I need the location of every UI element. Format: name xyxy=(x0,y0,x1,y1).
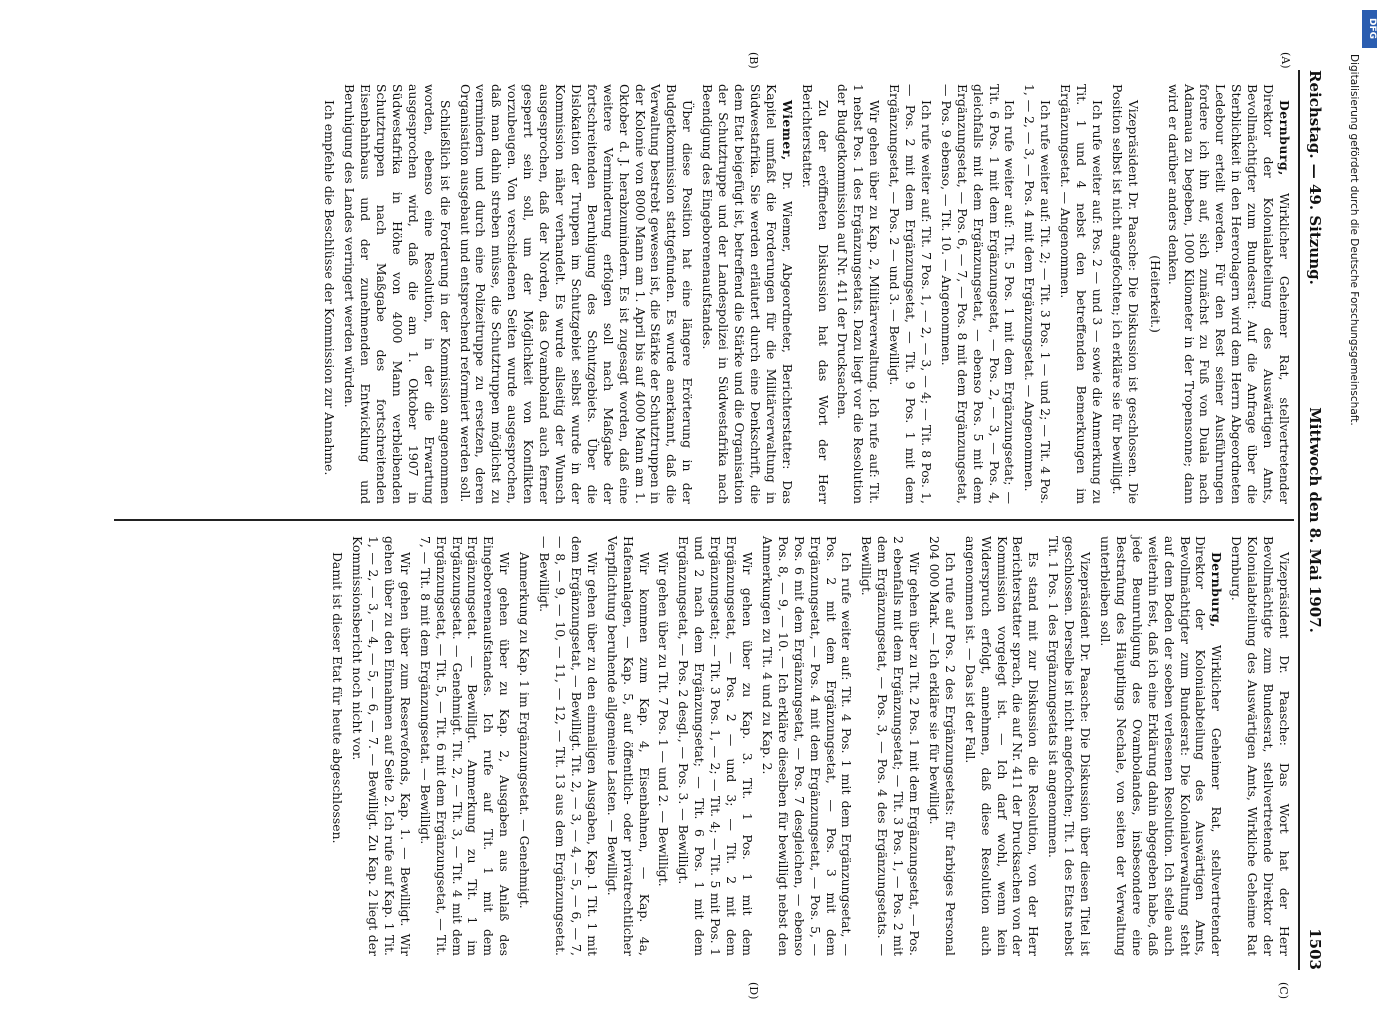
paragraph: Wir gehen über zu Kap. 2, Ausgaben aus Anlaß des Eingeborenenaufstandes. Ich rufe auf Tit. 1 mit dem Ergänzungsetat. — Bewilligt. Anmerkung zu Tit. 1 im Ergänzungsetat. — Genehmigt. Tit. 2, — Tit. 3, — Tit. 4 mit dem Ergänzungsetat, — Tit. 5, — Tit. 6 mit dem Ergänzungsetat, — Tit. 7, — Tit. 8 mit dem Ergänzungsetat. — Bewilligt. xyxy=(417,536,513,956)
paragraph: Wir gehen über zu Tit. 7 Pos. 1 — und 2. — Bewilligt. xyxy=(656,552,672,887)
paragraph: Ich rufe weiter auf: Tit. 7 Pos. 1, — 2, — 3, — 4; — Tit. 8 Pos. 1, — Pos. 2 mit dem Ergänzungsetat, — Tit. 9 Pos. 1 mit dem Ergänzungsetat, — Pos. 2 — und 3. — Bewilligt. xyxy=(887,84,934,504)
paragraph: Wir gehen über zu Kap. 3. Tit. 1 Pos. 1 mit dem Ergänzungsetat, — Pos. 2 — und 3; — Tit. 2 mit dem Ergänzungsetat; — Tit. 3 Pos. 1, — 2; — Tit. 4; — Tit. 5 mit Pos. 1 und 2 nach dem Ergänzungsetat; — Tit. 6 Pos. 1 mit dem Ergänzungsetat, — Pos. 2 desgl., — Pos. 3. — Bewilligt. xyxy=(676,536,755,956)
paragraph: Ich empfehle die Beschlüsse der Kommission zur Annahme. xyxy=(322,100,338,476)
paragraph: Wir gehen über zu den einmaligen Ausgaben, Kap. 1 Tit. 1 mit dem Ergänzungsetat, — Bewilligt. Tit. 2, — 3, — 4, — 5, — 6, — 7, — 8, — 9, — 10, — 11, — 12, — Tit. 13 aus dem Ergänzungsetat. — Bewilligt. xyxy=(537,536,600,956)
paragraph: Dernburg, Wirklicher Geheimer Rat, stellvertretender Direktor der Kolonialabteilung des Auswärtigen Amts, Bevollmächtigter zum Bundesrat: Die Kolonialverwaltung steht auf dem Boden der soeben verlesenen Resolution. Ich stelle auch weiterhin fest, daß ich eine Erklärung dahin abgegeben habe, daß jede Beunruhigung des Ovambolandes, insbesondere eine Bestrafung des Häuptlings Nechale, von seiten der Verwaltung unterbleiben soll. xyxy=(1098,536,1225,956)
paragraph: Damit ist dieser Etat für heute abgeschlossen. xyxy=(330,552,346,844)
left-column xyxy=(321,84,1292,504)
paragraph: Zu der eröffneten Diskussion hat das Wort der Herr Berichterstatter. xyxy=(799,84,831,504)
paragraph: Dernburg, Wirklicher Geheimer Rat, stellvertretender Direktor der Kolonialabteilung des Auswärtigen Amts, Bevollmächtigter zum Bundesrat: Auf die Anfrage über die Sterblichkeit in den Hererolagern wird dem Herrn Abgeordneten Ledebour erteilt werden. Für den Rest seiner Ausführungen fordere ich ihn auf, sich zunächst zu Fuß von Duala nach Adamaua zu begeben, 1000 Kilometer in der Tropensonne; dann wird er darüber anders denken. xyxy=(1165,84,1292,504)
paragraph: Ich rufe auf Pos. 2 des Ergänzungsetats: für farbiges Personal 204 000 Mark. — Ich erkläre sie für bewilligt. xyxy=(926,536,958,956)
margin-marker-c: (C) xyxy=(1277,982,1290,999)
paragraph-note: (Heiterkeit.) xyxy=(1147,255,1163,333)
header-date: Mittwoch den 8. Mai 1907. xyxy=(1306,407,1324,633)
paragraph: Ich rufe weiter auf: Tit. 4 Pos. 1 mit dem Ergänzungsetat, — Pos. 2 mit dem Ergänzungsetat, — Pos. 3 mit dem Ergänzungsetat, — Pos. 4 mit dem Ergänzungsetat, — Pos. 5, — Pos. 6 mit dem Ergänzungsetat, — Pos. 7 desgleichen, — ebenso Pos. 8, — 9, — 10. — Ich erkläre dieselben für bewilligt nebst den Anmerkungen zu Tit. 4 und zu Kap. 2. xyxy=(759,536,855,956)
right-column xyxy=(329,536,1292,956)
paragraph: Wir gehen über zum Reservefonds, Kap. 1. — Bewilligt. Wir gehen über zu den Einnahmen auf Seite 2. Ich rufe auf Kap. 1 Tit. 1, — 2, — 3, — 4, — 5, — 6, — 7. — Bewilligt. Zu Kap. 2 liegt der Kommissionsbericht noch nicht vor. xyxy=(350,536,413,956)
paragraph: Ich rufe weiter auf: Tit. 5 Pos. 1 mit dem Ergänzungsetat; — Tit. 6 Pos. 1 mit dem Ergänzungsetat, — Pos. 2, — 3, — Pos. 4, gleichfalls mit dem Ergänzungsetat, — ebenso Pos. 5 mit dem Ergänzungsetat, — Pos. 6, — 7, — Pos. 8 mit dem Ergänzungsetat, — Pos. 9 ebenso, — Tit. 10. — Angenommen. xyxy=(938,84,1018,504)
speaker-name: Dernburg, xyxy=(1277,100,1292,176)
document-page xyxy=(50,52,1330,1000)
paragraph: Wir gehen über zu Kap. 2, Militärverwaltung. Ich rufe auf: Tit. 1 nebst Pos. 1 des Ergänzungsetats. Dazu liegt vor die Resolution der Budgetkommission auf Nr. 411 der Drucksachen. xyxy=(835,84,883,504)
dfg-logo: DFG xyxy=(1362,10,1377,48)
paragraph: Wiemer, Dr. Wiemer, Abgeordneter, Berichterstatter: Das Kapitel umfaßt die Forderungen für die Militärverwaltung in Südwestafrika. Sie werden erläutert durch eine Denkschrift, die dem Etat beigefügt ist, betreffend die Stärke und die Organisation der Schutztruppe und der Landespolizei in Südwestafrika nach Beendigung des Eingeborenenaufstandes. xyxy=(700,84,795,504)
paragraph: Schließlich ist die Forderung in der Kommission angenommen worden, ebenso eine Resolution, in der die Erwartung ausgesprochen wird, daß die am 1. Oktober 1907 in Südwestafrika in Höhe von 4000 Mann verbleibenden Schutztruppen nach Maßgabe des fortschreitenden Eisenbahnbaus und der zunehmenden Entwicklung und Beruhigung des Landes verringert werden würden. xyxy=(342,84,453,504)
paragraph: Über diese Position hat eine längere Erörterung in der Budgetkommission stattgefunden. Es wurde anerkannt, daß die Verwaltung bestrebt gewesen ist, die Stärke der Schutztruppen in der Kolonie von 8000 Mann am 1. April bis auf 4000 Mann am 1. Oktober d. J. herabzumindern. Es ist zugesagt worden, daß eine weitere Verminderung erfolgen soll nach Maßgabe der fortschreitenden Beruhigung des Schutzgebiets. Über die Dislokation der Truppen im Schutzgebiet selbst wurde in der Kommission näher verhandelt. Es wurde allseitig der Wunsch ausgesprochen, daß der Norden, das Ovamboland auch ferner gesperrt sein soll, um der Möglichkeit von Konflikten vorzubeugen. Von verschiedenen Seiten wurde ausgesprochen, daß man dahin streben müsse, die Schutztruppen möglichst zu vermindern und durch eine Polizeitruppe zu ersetzen, deren Organisation ausgebaut und entsprechend reformiert werden soll. xyxy=(457,84,696,504)
speaker-name: Wiemer, xyxy=(779,100,795,161)
header-rule xyxy=(1298,70,1300,970)
paragraph: Vizepräsident Dr. Paasche: Das Wort hat der Herr Bevollmächtigte zum Bundesrat, stellvertretende Direktor der Kolonialabteilung des Auswärtigen Amts, Wirkliche Geheime Rat Dernburg. xyxy=(1229,536,1292,956)
margin-marker-d: (D) xyxy=(747,982,760,1000)
paragraph: Anmerkung zu Kap. 1 im Ergänzungsetat. — Genehmigt. xyxy=(517,552,533,909)
page-header xyxy=(1296,70,1330,970)
paragraph: Wir gehen über zu Tit. 2 Pos. 1 mit dem Ergänzungsetat, — Pos. 2 ebenfalls mit dem Ergänzungsetat; — Tit. 3 Pos. 1, — Pos. 2 mit dem Ergänzungsetat, — Pos. 3, — Pos. 4 des Ergänzungsetats. — Bewilligt. xyxy=(859,536,923,956)
paragraph: Es stand mit zur Diskussion die Resolution, von der Herr Berichterstatter sprach, die auf Nr. 411 der Drucksachen von der Kommission vorgelegt ist. — Ich darf wohl, wenn kein Widerspruch erfolgt, annehmen, daß diese Resolution auch angenommen ist. — Das ist der Fall. xyxy=(962,536,1042,956)
header-session: Reichstag. — 49. Sitzung. xyxy=(1306,70,1324,285)
paragraph: Vizepräsident Dr. Paasche: Die Diskussion ist geschlossen. Die Position selbst ist nicht angefochten; ich erkläre sie für bewilligt. xyxy=(1109,84,1141,504)
paragraph: Ich rufe weiter auf: Tit. 2; — Tit. 3 Pos. 1 — und 2; — Tit. 4 Pos. 1, — 2, — 3, — Pos. 4 mit dem Ergänzungsetat. — Angenommen. xyxy=(1022,84,1054,504)
paragraph: Wir kommen zum Kap. 4, Eisenbahnen, — Kap. 4a, Hafenanlagen, — Kap. 5, auf öffentlich- oder privatrechtlicher Verpflichtung beruhende allgemeine Lasten. — Bewilligt. xyxy=(604,536,652,956)
column-divider xyxy=(114,519,1294,521)
digitization-note: Digitalisierung gefördert durch die Deutsche Forschungsgemeinschaft. xyxy=(1348,54,1360,426)
header-page-number: 1503 xyxy=(1306,928,1324,970)
paragraph: Vizepräsident Dr. Paasche: Die Diskussion über diesen Titel ist geschlossen. Derselbe ist nicht angefochten; Tit. 1 des Etats nebst Tit. 1 Pos. 1 des Ergänzungsetats ist angenommen. xyxy=(1046,536,1094,956)
speaker-name: Dernburg, xyxy=(1209,552,1225,628)
margin-marker-a: (A) xyxy=(1279,52,1292,69)
margin-marker-b: (B) xyxy=(747,52,760,69)
paragraph: Ich rufe weiter auf: Pos. 2 — und 3 — sowie die Anmerkung zu Tit. 1 und 4 nebst den betreffenden Bemerkungen im Ergänzungsetat. — Angenommen. xyxy=(1058,84,1106,504)
